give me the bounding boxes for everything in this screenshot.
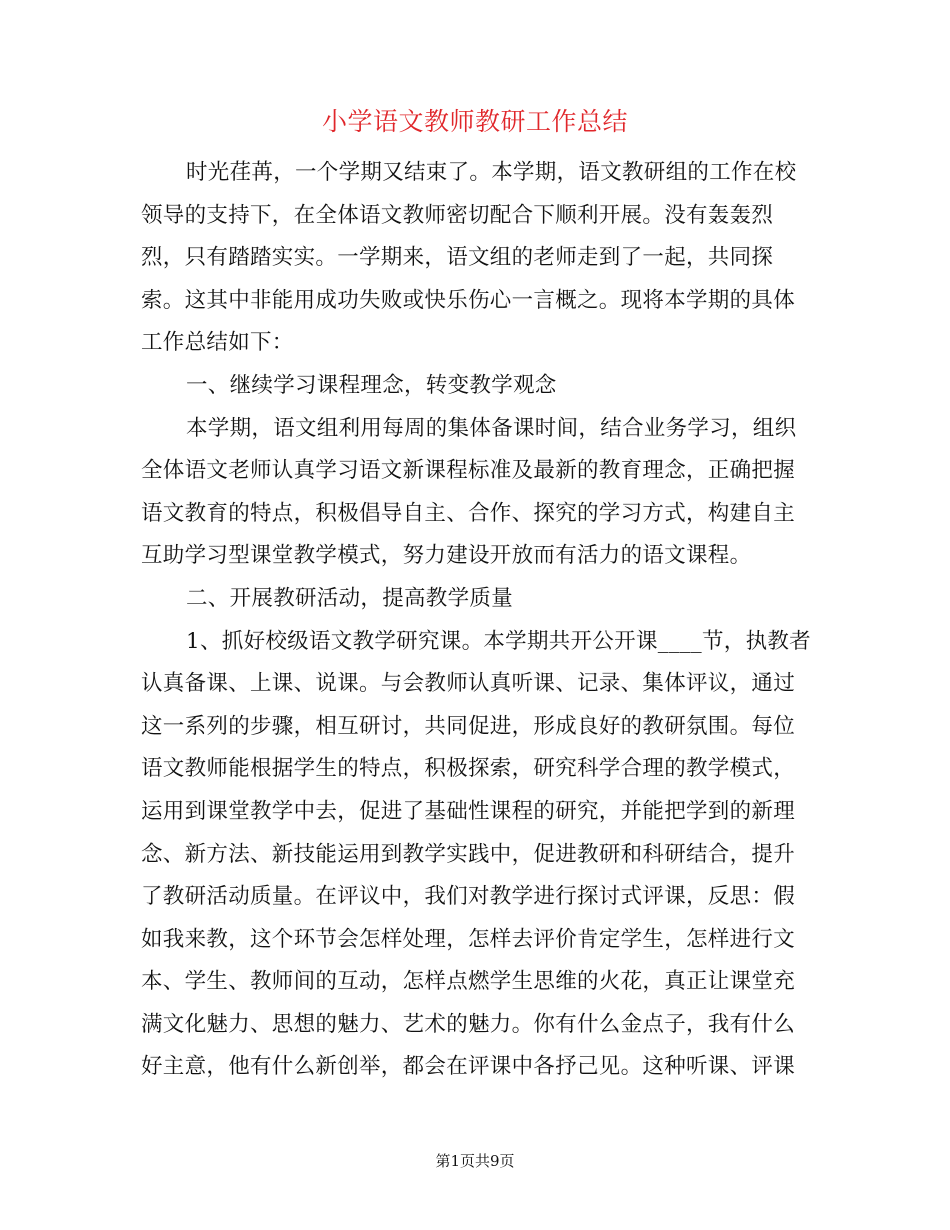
paragraph-line: 互助学习型课堂教学模式，努力建设开放而有活力的语文课程。: [141, 543, 752, 569]
paragraph-line: 了教研活动质量。在评议中，我们对教学进行探讨式评课，反思：假: [141, 884, 796, 910]
paragraph-line: 好主意，他有什么新创举，都会在评课中各抒己见。这种听课、评课: [141, 1054, 796, 1080]
paragraph-line: 如我来教，这个环节会怎样处理，怎样去评价肯定学生，怎样进行文: [141, 926, 796, 952]
section-heading: 二、开展教研活动，提高教学质量: [186, 585, 514, 611]
section-heading: 一、继续学习课程理念，转变教学观念: [186, 372, 557, 398]
paragraph-line: 满文化魅力、思想的魅力、艺术的魅力。你有什么金点子，我有什么: [141, 1011, 796, 1037]
paragraph-line: 语文教育的特点，积极倡导自主、合作、探究的学习方式，构建自主: [141, 500, 796, 526]
paragraph-line: 运用到课堂教学中去，促进了基础性课程的研究，并能把学到的新理: [141, 798, 796, 824]
paragraph-line: 工作总结如下：: [141, 330, 294, 356]
paragraph-line: 领导的支持下，在全体语文教师密切配合下顺利开展。没有轰轰烈: [141, 202, 774, 228]
paragraph-line: 念、新方法、新技能运用到教学实践中，促进教研和科研结合，提升: [141, 841, 796, 867]
paragraph-line: 烈，只有踏踏实实。一学期来，语文组的老师走到了一起，共同探: [141, 245, 774, 271]
paragraph-line: 全体语文老师认真学习语文新课程标准及最新的教育理念，正确把握: [141, 458, 796, 484]
paragraph-line: 时光荏苒，一个学期又结束了。本学期，语文教研组的工作在校: [186, 160, 797, 185]
paragraph-line: 1、抓好校级语文教学研究课。本学期共开公开课____节，执教者: [186, 628, 811, 654]
paragraph-line: 语文教师能根据学生的特点，积极探索，研究科学合理的教学模式，: [141, 756, 796, 782]
paragraph-line: 本学期，语文组利用每周的集体备课时间，结合业务学习，组织: [186, 415, 797, 441]
page-number: 第1页共9页: [435, 1152, 515, 1170]
document-title: 小学语文教师教研工作总结: [321, 107, 628, 136]
paragraph-line: 索。这其中非能用成功失败或快乐伤心一言概之。现将本学期的具体: [141, 287, 796, 313]
paragraph-line: 本、学生、教师间的互动，怎样点燃学生思维的火花，真正让课堂充: [141, 969, 796, 995]
document-body: [141, 152, 811, 1089]
paragraph-line: 认真备课、上课、说课。与会教师认真听课、记录、集体评议，通过: [141, 671, 796, 697]
paragraph-line: 这一系列的步骤，相互研讨，共同促进，形成良好的教研氛围。每位: [141, 713, 796, 739]
